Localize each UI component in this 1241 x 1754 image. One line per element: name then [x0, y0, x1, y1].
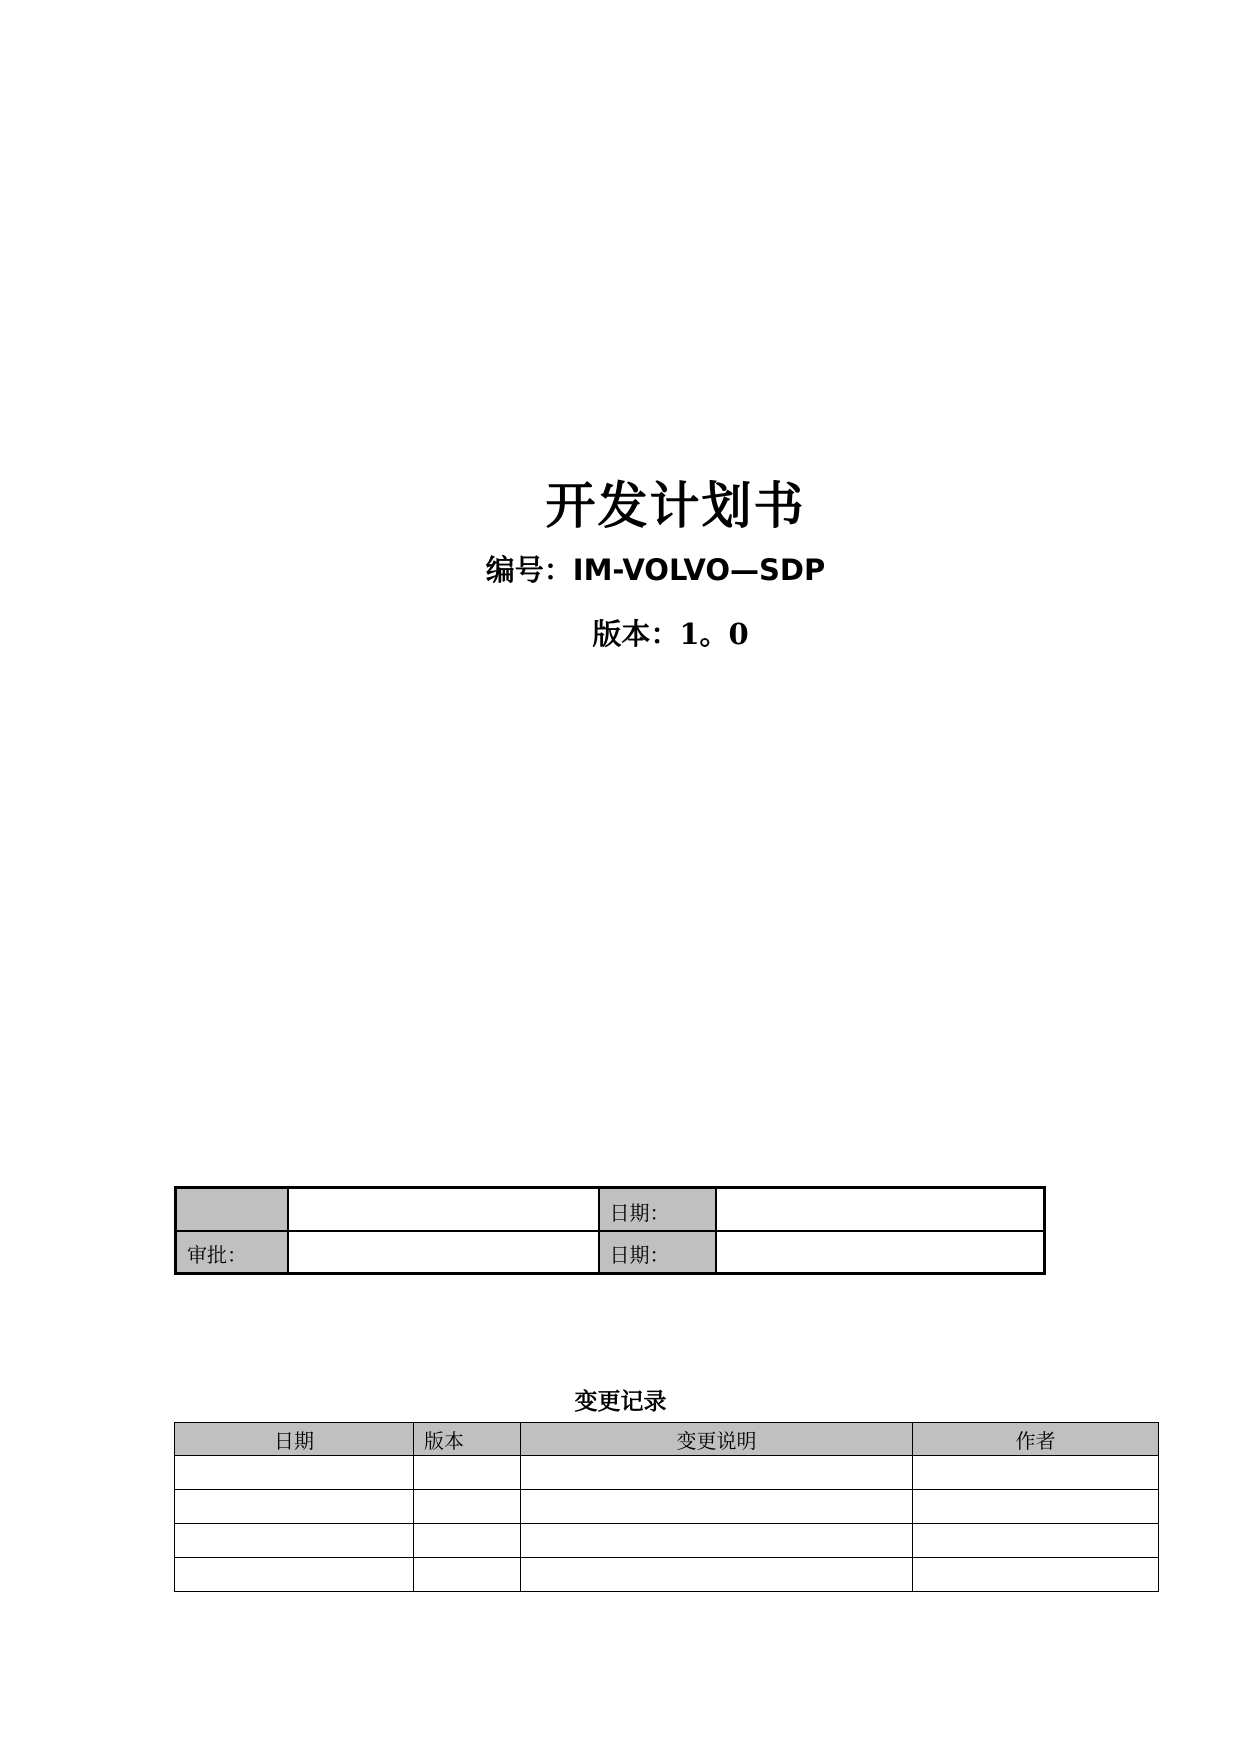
cell-version[interactable] [414, 1490, 521, 1524]
document-number-value: IM-VOLVO—SDP [572, 553, 826, 587]
document-number [0, 552, 1241, 588]
document-number-label: 编号： [485, 553, 573, 587]
approval-date-label: 日期： [599, 1188, 716, 1231]
document-version-label: 版本： [592, 617, 680, 651]
header-version: 版本 [414, 1423, 521, 1456]
approval-date-value[interactable] [716, 1231, 1045, 1274]
header-date: 日期 [175, 1423, 414, 1456]
approval-date-label: 日期： [599, 1231, 716, 1274]
approval-label-cell [176, 1188, 288, 1231]
cell-version[interactable] [414, 1558, 521, 1592]
document-version [0, 616, 1241, 652]
cell-version[interactable] [414, 1456, 521, 1490]
cell-description[interactable] [521, 1456, 913, 1490]
change-log-header-row [175, 1423, 1159, 1456]
table-row [175, 1524, 1159, 1558]
approval-table [174, 1186, 1046, 1275]
document-version-value: 1。0 [679, 617, 749, 651]
cell-description[interactable] [521, 1524, 913, 1558]
approval-row [176, 1188, 1045, 1231]
table-row [175, 1558, 1159, 1592]
approval-value-cell[interactable] [288, 1188, 599, 1231]
approval-date-value[interactable] [716, 1188, 1045, 1231]
cell-version[interactable] [414, 1524, 521, 1558]
approval-value-cell[interactable] [288, 1231, 599, 1274]
cell-date[interactable] [175, 1456, 414, 1490]
approval-label-cell: 审批： [176, 1231, 288, 1274]
cell-description[interactable] [521, 1490, 913, 1524]
table-row [175, 1456, 1159, 1490]
table-row [175, 1490, 1159, 1524]
cell-author[interactable] [913, 1558, 1159, 1592]
cell-description[interactable] [521, 1558, 913, 1592]
change-log-table [174, 1422, 1159, 1592]
cell-date[interactable] [175, 1558, 414, 1592]
cell-author[interactable] [913, 1524, 1159, 1558]
change-log-title: 变更记录 [574, 1389, 667, 1415]
header-description: 变更说明 [521, 1423, 913, 1456]
cell-author[interactable] [913, 1456, 1159, 1490]
header-author: 作者 [913, 1423, 1159, 1456]
cell-author[interactable] [913, 1490, 1159, 1524]
cell-date[interactable] [175, 1490, 414, 1524]
document-title: 开发计划书 [545, 477, 806, 535]
approval-row [176, 1231, 1045, 1274]
cell-date[interactable] [175, 1524, 414, 1558]
